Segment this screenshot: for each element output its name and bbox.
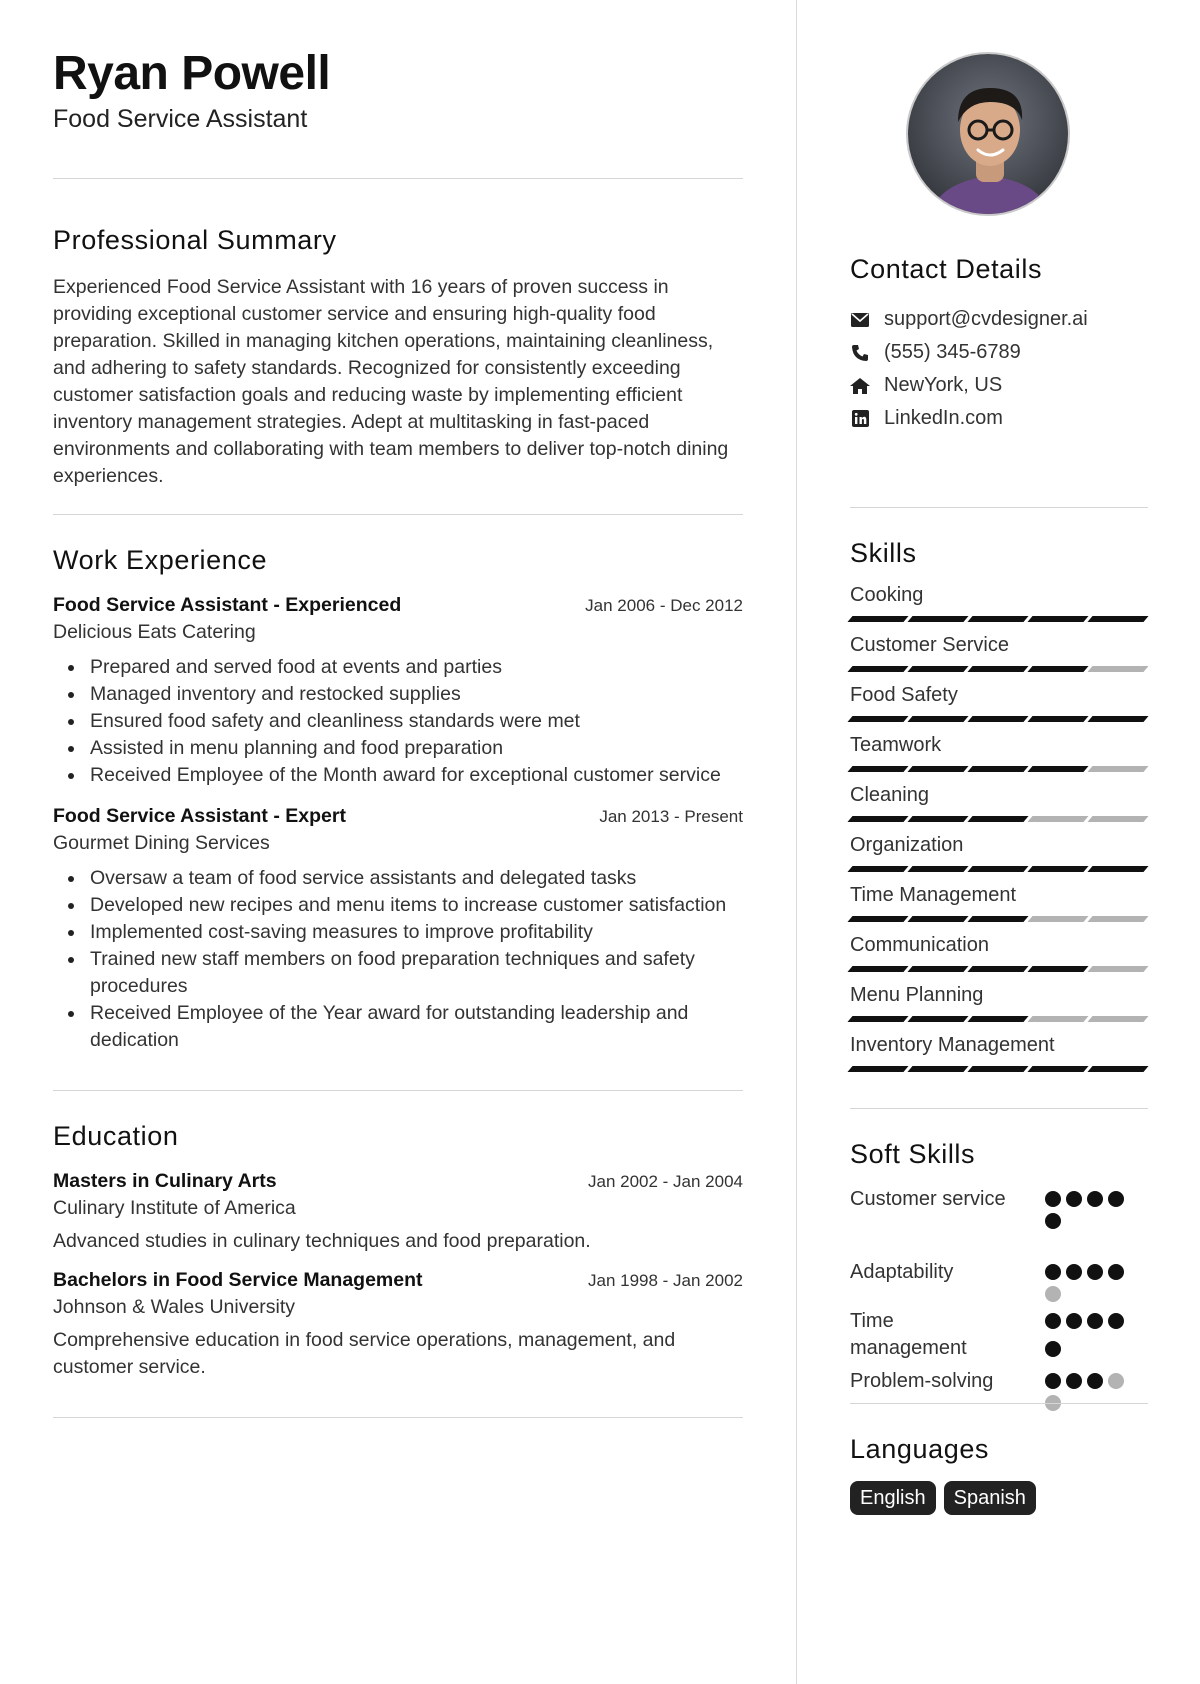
- soft-skill-name: Adaptability: [850, 1261, 954, 1283]
- skill-name: Inventory Management: [850, 1034, 1055, 1056]
- list-item: Managed inventory and restocked supplies: [53, 681, 743, 708]
- skill-item: [850, 783, 1148, 833]
- rating-dot: [1045, 1191, 1061, 1207]
- rating-dot: [1108, 1313, 1124, 1329]
- skill-level-segment: [1027, 816, 1088, 822]
- rating-dot: [1066, 1373, 1082, 1389]
- candidate-title: Food Service Assistant: [53, 104, 308, 133]
- soft-skill-name: Problem-solving: [850, 1370, 994, 1392]
- list-item: Assisted in menu planning and food preparation: [53, 735, 743, 762]
- skill-level-segment: [847, 766, 908, 772]
- education-dates: Jan 2002 - Jan 2004: [587, 1171, 743, 1191]
- skill-level-segment: [1087, 1016, 1148, 1022]
- linkedin-text: LinkedIn.com: [884, 407, 1003, 429]
- skill-level-segment: [1087, 966, 1148, 972]
- contact-phone[interactable]: [850, 336, 1148, 369]
- skills-heading: Skills: [850, 538, 917, 568]
- education-entry: [53, 1269, 743, 1381]
- degree-title: Masters in Culinary Arts: [53, 1169, 277, 1192]
- contact-section: [850, 254, 1148, 435]
- skill-level-segment: [967, 966, 1028, 972]
- skill-level-segment: [1027, 866, 1088, 872]
- skill-level-segment: [967, 716, 1028, 722]
- skill-level-bar: [850, 766, 1148, 772]
- header-divider: [53, 178, 743, 179]
- soft-skills-section: [850, 1139, 1148, 1411]
- skill-level-segment: [967, 866, 1028, 872]
- skill-level-segment: [967, 1066, 1028, 1072]
- rating-dot: [1066, 1313, 1082, 1329]
- skill-level-segment: [907, 1016, 968, 1022]
- contact-divider: [850, 507, 1148, 508]
- location-text: NewYork, US: [884, 374, 1003, 396]
- skill-level-segment: [1027, 666, 1088, 672]
- skill-level-segment: [967, 916, 1028, 922]
- skill-level-segment: [1027, 1066, 1088, 1072]
- skill-level-segment: [1027, 766, 1088, 772]
- skill-level-segment: [847, 1066, 908, 1072]
- skill-item: [850, 1033, 1148, 1083]
- job-company: Delicious Eats Catering: [53, 620, 256, 643]
- list-item: Prepared and served food at events and parties: [53, 654, 743, 681]
- contact-email[interactable]: [850, 303, 1148, 336]
- skill-level-segment: [847, 616, 908, 622]
- skill-level-segment: [847, 816, 908, 822]
- skill-item: [850, 883, 1148, 933]
- language-badge: English: [850, 1481, 936, 1515]
- skill-level-segment: [967, 616, 1028, 622]
- soft-skill-rating: [1045, 1368, 1135, 1411]
- soft-skills-divider: [850, 1403, 1148, 1404]
- skill-level-segment: [1087, 916, 1148, 922]
- soft-skill-item: [850, 1186, 1148, 1229]
- education-divider: [53, 1417, 743, 1418]
- list-item: Trained new staff members on food preparation techniques and safety procedures: [53, 946, 743, 1000]
- skill-item: [850, 733, 1148, 783]
- rating-dot: [1045, 1213, 1061, 1229]
- skill-item: [850, 583, 1148, 633]
- contact-linkedin[interactable]: [850, 402, 1148, 435]
- skill-level-segment: [847, 666, 908, 672]
- skill-level-segment: [967, 1016, 1028, 1022]
- job-entry: [53, 805, 743, 1054]
- main-column: [53, 48, 743, 1418]
- summary-text: Experienced Food Service Assistant with 16 years of proven success in providing exceptional customer service and ensuring high-quality food preparation. Skilled in managing kitchen operations, maintaining cleanliness, and adhering to safety standards. Recognized for consistently exceeding customer satisfaction goals and reducing waste by implementing efficient inventory management strategies. Adept at multitasking in fast-paced environments and collaborating with team members to deliver top-notch dining experiences.: [53, 275, 729, 487]
- skill-level-bar: [850, 616, 1148, 622]
- avatar: [908, 54, 1070, 216]
- skill-level-segment: [1087, 816, 1148, 822]
- skill-level-segment: [967, 666, 1028, 672]
- rating-dot: [1087, 1191, 1103, 1207]
- skill-level-segment: [1087, 716, 1148, 722]
- job-entry: [53, 594, 743, 789]
- languages-heading: Languages: [850, 1434, 990, 1464]
- rating-dot: [1045, 1286, 1061, 1302]
- skill-level-segment: [847, 866, 908, 872]
- skill-level-segment: [1027, 916, 1088, 922]
- rating-dot: [1087, 1373, 1103, 1389]
- envelope-icon: [850, 310, 870, 330]
- languages-section: [850, 1434, 1148, 1515]
- job-title: Food Service Assistant - Expert: [53, 804, 346, 827]
- skill-name: Cleaning: [850, 784, 929, 806]
- rating-dot: [1045, 1264, 1061, 1280]
- skill-level-bar: [850, 966, 1148, 972]
- skill-level-segment: [1087, 666, 1148, 672]
- skills-list: [850, 583, 1148, 1083]
- job-bullets: [53, 654, 743, 789]
- job-dates: Jan 2006 - Dec 2012: [585, 595, 743, 615]
- skill-level-segment: [1027, 716, 1088, 722]
- candidate-name: Ryan Powell: [53, 47, 331, 100]
- soft-skill-rating: [1045, 1308, 1135, 1362]
- skill-level-segment: [907, 816, 968, 822]
- skill-level-segment: [847, 966, 908, 972]
- home-icon: [850, 376, 870, 396]
- list-item: Oversaw a team of food service assistants and delegated tasks: [53, 865, 743, 892]
- skill-level-bar: [850, 866, 1148, 872]
- skill-level-bar: [850, 716, 1148, 722]
- skill-level-segment: [847, 916, 908, 922]
- education-description: Comprehensive education in food service operations, management, and customer service.: [53, 1328, 676, 1378]
- soft-skill-rating: [1045, 1186, 1135, 1229]
- skill-level-bar: [850, 816, 1148, 822]
- skill-name: Cooking: [850, 584, 924, 606]
- soft-skill-item: [850, 1308, 1148, 1362]
- skills-section: [850, 538, 1148, 1083]
- education-entry: [53, 1170, 743, 1255]
- skill-item: [850, 983, 1148, 1033]
- skill-name: Food Safety: [850, 684, 958, 706]
- skill-level-bar: [850, 666, 1148, 672]
- skill-level-segment: [847, 716, 908, 722]
- list-item: Received Employee of the Month award for exceptional customer service: [53, 762, 743, 789]
- rating-dot: [1087, 1264, 1103, 1280]
- rating-dot: [1087, 1313, 1103, 1329]
- summary-heading: Professional Summary: [53, 224, 337, 255]
- job-title: Food Service Assistant - Experienced: [53, 593, 402, 616]
- skill-level-segment: [1027, 1016, 1088, 1022]
- skill-level-segment: [907, 916, 968, 922]
- soft-skills-list: [850, 1186, 1148, 1411]
- rating-dot: [1108, 1191, 1124, 1207]
- education-heading: Education: [53, 1120, 179, 1151]
- skill-name: Teamwork: [850, 734, 942, 756]
- skill-name: Communication: [850, 934, 989, 956]
- job-bullets: [53, 865, 743, 1054]
- skill-name: Menu Planning: [850, 984, 984, 1006]
- skill-level-segment: [967, 816, 1028, 822]
- skill-item: [850, 633, 1148, 683]
- profile-photo: [906, 52, 1070, 216]
- soft-skill-name: Customer service: [850, 1188, 1006, 1210]
- contact-heading: Contact Details: [850, 254, 1043, 284]
- skill-name: Time Management: [850, 884, 1016, 906]
- rating-dot: [1108, 1264, 1124, 1280]
- rating-dot: [1066, 1191, 1082, 1207]
- skill-level-segment: [907, 666, 968, 672]
- column-separator: [796, 0, 797, 1684]
- phone-text: (555) 345-6789: [884, 341, 1021, 363]
- summary-divider: [53, 514, 743, 515]
- skill-item: [850, 683, 1148, 733]
- job-dates: Jan 2013 - Present: [599, 806, 743, 826]
- rating-dot: [1045, 1341, 1061, 1357]
- email-text: support@cvdesigner.ai: [884, 308, 1088, 330]
- rating-dot: [1045, 1313, 1061, 1329]
- soft-skills-heading: Soft Skills: [850, 1139, 976, 1169]
- degree-title: Bachelors in Food Service Management: [53, 1268, 423, 1291]
- list-item: Ensured food safety and cleanliness standards were met: [53, 708, 743, 735]
- contact-location: [850, 369, 1148, 402]
- list-item: Developed new recipes and menu items to increase customer satisfaction: [53, 892, 743, 919]
- skill-level-bar: [850, 1066, 1148, 1072]
- soft-skill-name: Time management: [850, 1310, 967, 1359]
- skill-level-segment: [967, 766, 1028, 772]
- experience-heading: Work Experience: [53, 544, 268, 575]
- skill-name: Customer Service: [850, 634, 1009, 656]
- skill-level-bar: [850, 1016, 1148, 1022]
- phone-icon: [850, 343, 870, 363]
- skill-level-bar: [850, 916, 1148, 922]
- soft-skill-rating: [1045, 1259, 1135, 1302]
- languages-list: [850, 1481, 1148, 1515]
- rating-dot: [1066, 1264, 1082, 1280]
- skill-level-segment: [907, 866, 968, 872]
- skill-level-segment: [907, 966, 968, 972]
- soft-skill-item: [850, 1259, 1148, 1302]
- skill-level-segment: [907, 766, 968, 772]
- school-name: Culinary Institute of America: [53, 1196, 296, 1219]
- list-item: Implemented cost-saving measures to improve profitability: [53, 919, 743, 946]
- skill-level-segment: [907, 716, 968, 722]
- school-name: Johnson & Wales University: [53, 1295, 296, 1318]
- skill-level-segment: [907, 1066, 968, 1072]
- linkedin-icon: [850, 409, 870, 429]
- skill-item: [850, 833, 1148, 883]
- skill-level-segment: [907, 616, 968, 622]
- skill-level-segment: [1027, 966, 1088, 972]
- job-company: Gourmet Dining Services: [53, 831, 270, 854]
- education-description: Advanced studies in culinary techniques and food preparation.: [53, 1229, 591, 1252]
- rating-dot: [1108, 1373, 1124, 1389]
- rating-dot: [1045, 1373, 1061, 1389]
- skills-divider: [850, 1108, 1148, 1109]
- skill-level-segment: [1087, 766, 1148, 772]
- skill-level-segment: [1087, 866, 1148, 872]
- experience-divider: [53, 1090, 743, 1091]
- list-item: Received Employee of the Year award for outstanding leadership and dedication: [53, 1000, 743, 1054]
- skill-item: [850, 933, 1148, 983]
- skill-level-segment: [1087, 1066, 1148, 1072]
- skill-level-segment: [847, 1016, 908, 1022]
- skill-level-segment: [1027, 616, 1088, 622]
- skill-name: Organization: [850, 834, 964, 856]
- education-dates: Jan 1998 - Jan 2002: [587, 1270, 743, 1290]
- soft-skill-item: [850, 1368, 1148, 1411]
- language-badge: Spanish: [944, 1481, 1036, 1515]
- skill-level-segment: [1087, 616, 1148, 622]
